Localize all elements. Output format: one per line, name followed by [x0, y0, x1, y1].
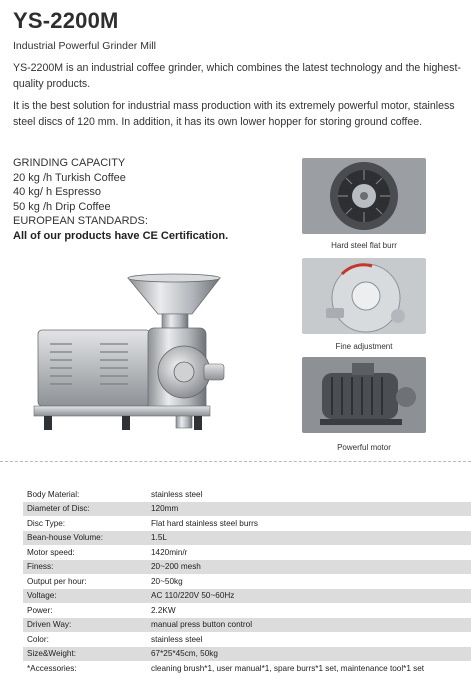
feature-caption: Fine adjustment: [335, 342, 393, 351]
description-paragraph-1: YS-2200M is an industrial coffee grinder, which combines the latest technology and the highest-quality products.: [13, 62, 461, 90]
table-row: [23, 647, 471, 662]
spec-label: Power:: [27, 605, 53, 615]
spec-label: Finess:: [23, 560, 147, 575]
spec-label: Color:: [27, 634, 49, 644]
table-row: [23, 618, 471, 633]
section-divider: [0, 461, 471, 462]
table-row: [23, 661, 471, 676]
spec-value: 2.2KW: [151, 605, 176, 615]
table-row: [23, 531, 471, 546]
spec-label: Body Material:: [27, 489, 80, 499]
spec-label: *Accessories:: [27, 663, 77, 673]
spec-value: 1420min/r: [151, 547, 188, 557]
spec-label: Motor speed:: [27, 547, 75, 557]
spec-value: stainless steel: [151, 489, 203, 499]
table-row: [23, 560, 471, 575]
burr-photo-icon: [302, 158, 426, 234]
feature-caption: Hard steel flat burr: [331, 241, 397, 250]
spec-label: Output per hour:: [27, 576, 87, 586]
motor-photo-icon: [302, 357, 426, 433]
specifications-table: [23, 487, 471, 676]
description-paragraph-2: It is the best solution for industrial mass production with its extremely powerful motor, stainless steel discs of 120 mm. In addition, it has its own lower hopper for storing ground coffee.: [13, 100, 455, 128]
grinding-capacity-block: [13, 156, 228, 243]
spec-value: manual press button control: [147, 618, 471, 633]
spec-label: Voltage:: [23, 589, 147, 604]
table-row: [23, 487, 471, 502]
product-subtitle: Industrial Powerful Grinder Mill: [13, 40, 156, 52]
spec-value: 67*25*45cm, 50kg: [147, 647, 471, 662]
spec-value: stainless steel: [151, 634, 203, 644]
spec-label: Diameter of Disc:: [23, 502, 147, 517]
grinder-machine-image: [30, 272, 260, 444]
ce-certification-note: All of our products have CE Certification.: [13, 229, 229, 242]
spec-value: cleaning brush*1, user manual*1, spare burrs*1 set, maintenance tool*1 set: [151, 663, 425, 673]
capacity-heading: GRINDING CAPACITY: [13, 157, 126, 169]
table-row: [23, 574, 471, 589]
standards-heading: EUROPEAN STANDARDS:: [13, 215, 148, 227]
table-row: [23, 589, 471, 604]
capacity-line: 50 kg /h Drip Coffee: [13, 200, 111, 213]
spec-value: 20~200 mesh: [147, 560, 471, 575]
spec-label: Disc Type:: [27, 518, 66, 528]
feature-caption: Powerful motor: [337, 443, 391, 452]
table-row: [23, 545, 471, 560]
spec-label: Driven Way:: [23, 618, 147, 633]
capacity-line: 20 kg /h Turkish Coffee: [13, 171, 126, 184]
table-row: [23, 516, 471, 531]
product-model-title: YS-2200M: [13, 8, 119, 33]
spec-value: Flat hard stainless steel burrs: [151, 518, 258, 528]
spec-value: 120mm: [147, 502, 471, 517]
table-row: [23, 603, 471, 618]
table-row: [23, 502, 471, 517]
spec-value: AC 110/220V 50~60Hz: [147, 589, 471, 604]
table-row: [23, 632, 471, 647]
spec-label: Size&Weight:: [23, 647, 147, 662]
spec-label: Bean-house Volume:: [23, 531, 147, 546]
adjustment-dial-photo-icon: [302, 258, 426, 334]
capacity-line: 40 kg/ h Espresso: [13, 186, 102, 198]
spec-value: 20~50kg: [151, 576, 183, 586]
spec-value: 1.5L: [147, 531, 471, 546]
